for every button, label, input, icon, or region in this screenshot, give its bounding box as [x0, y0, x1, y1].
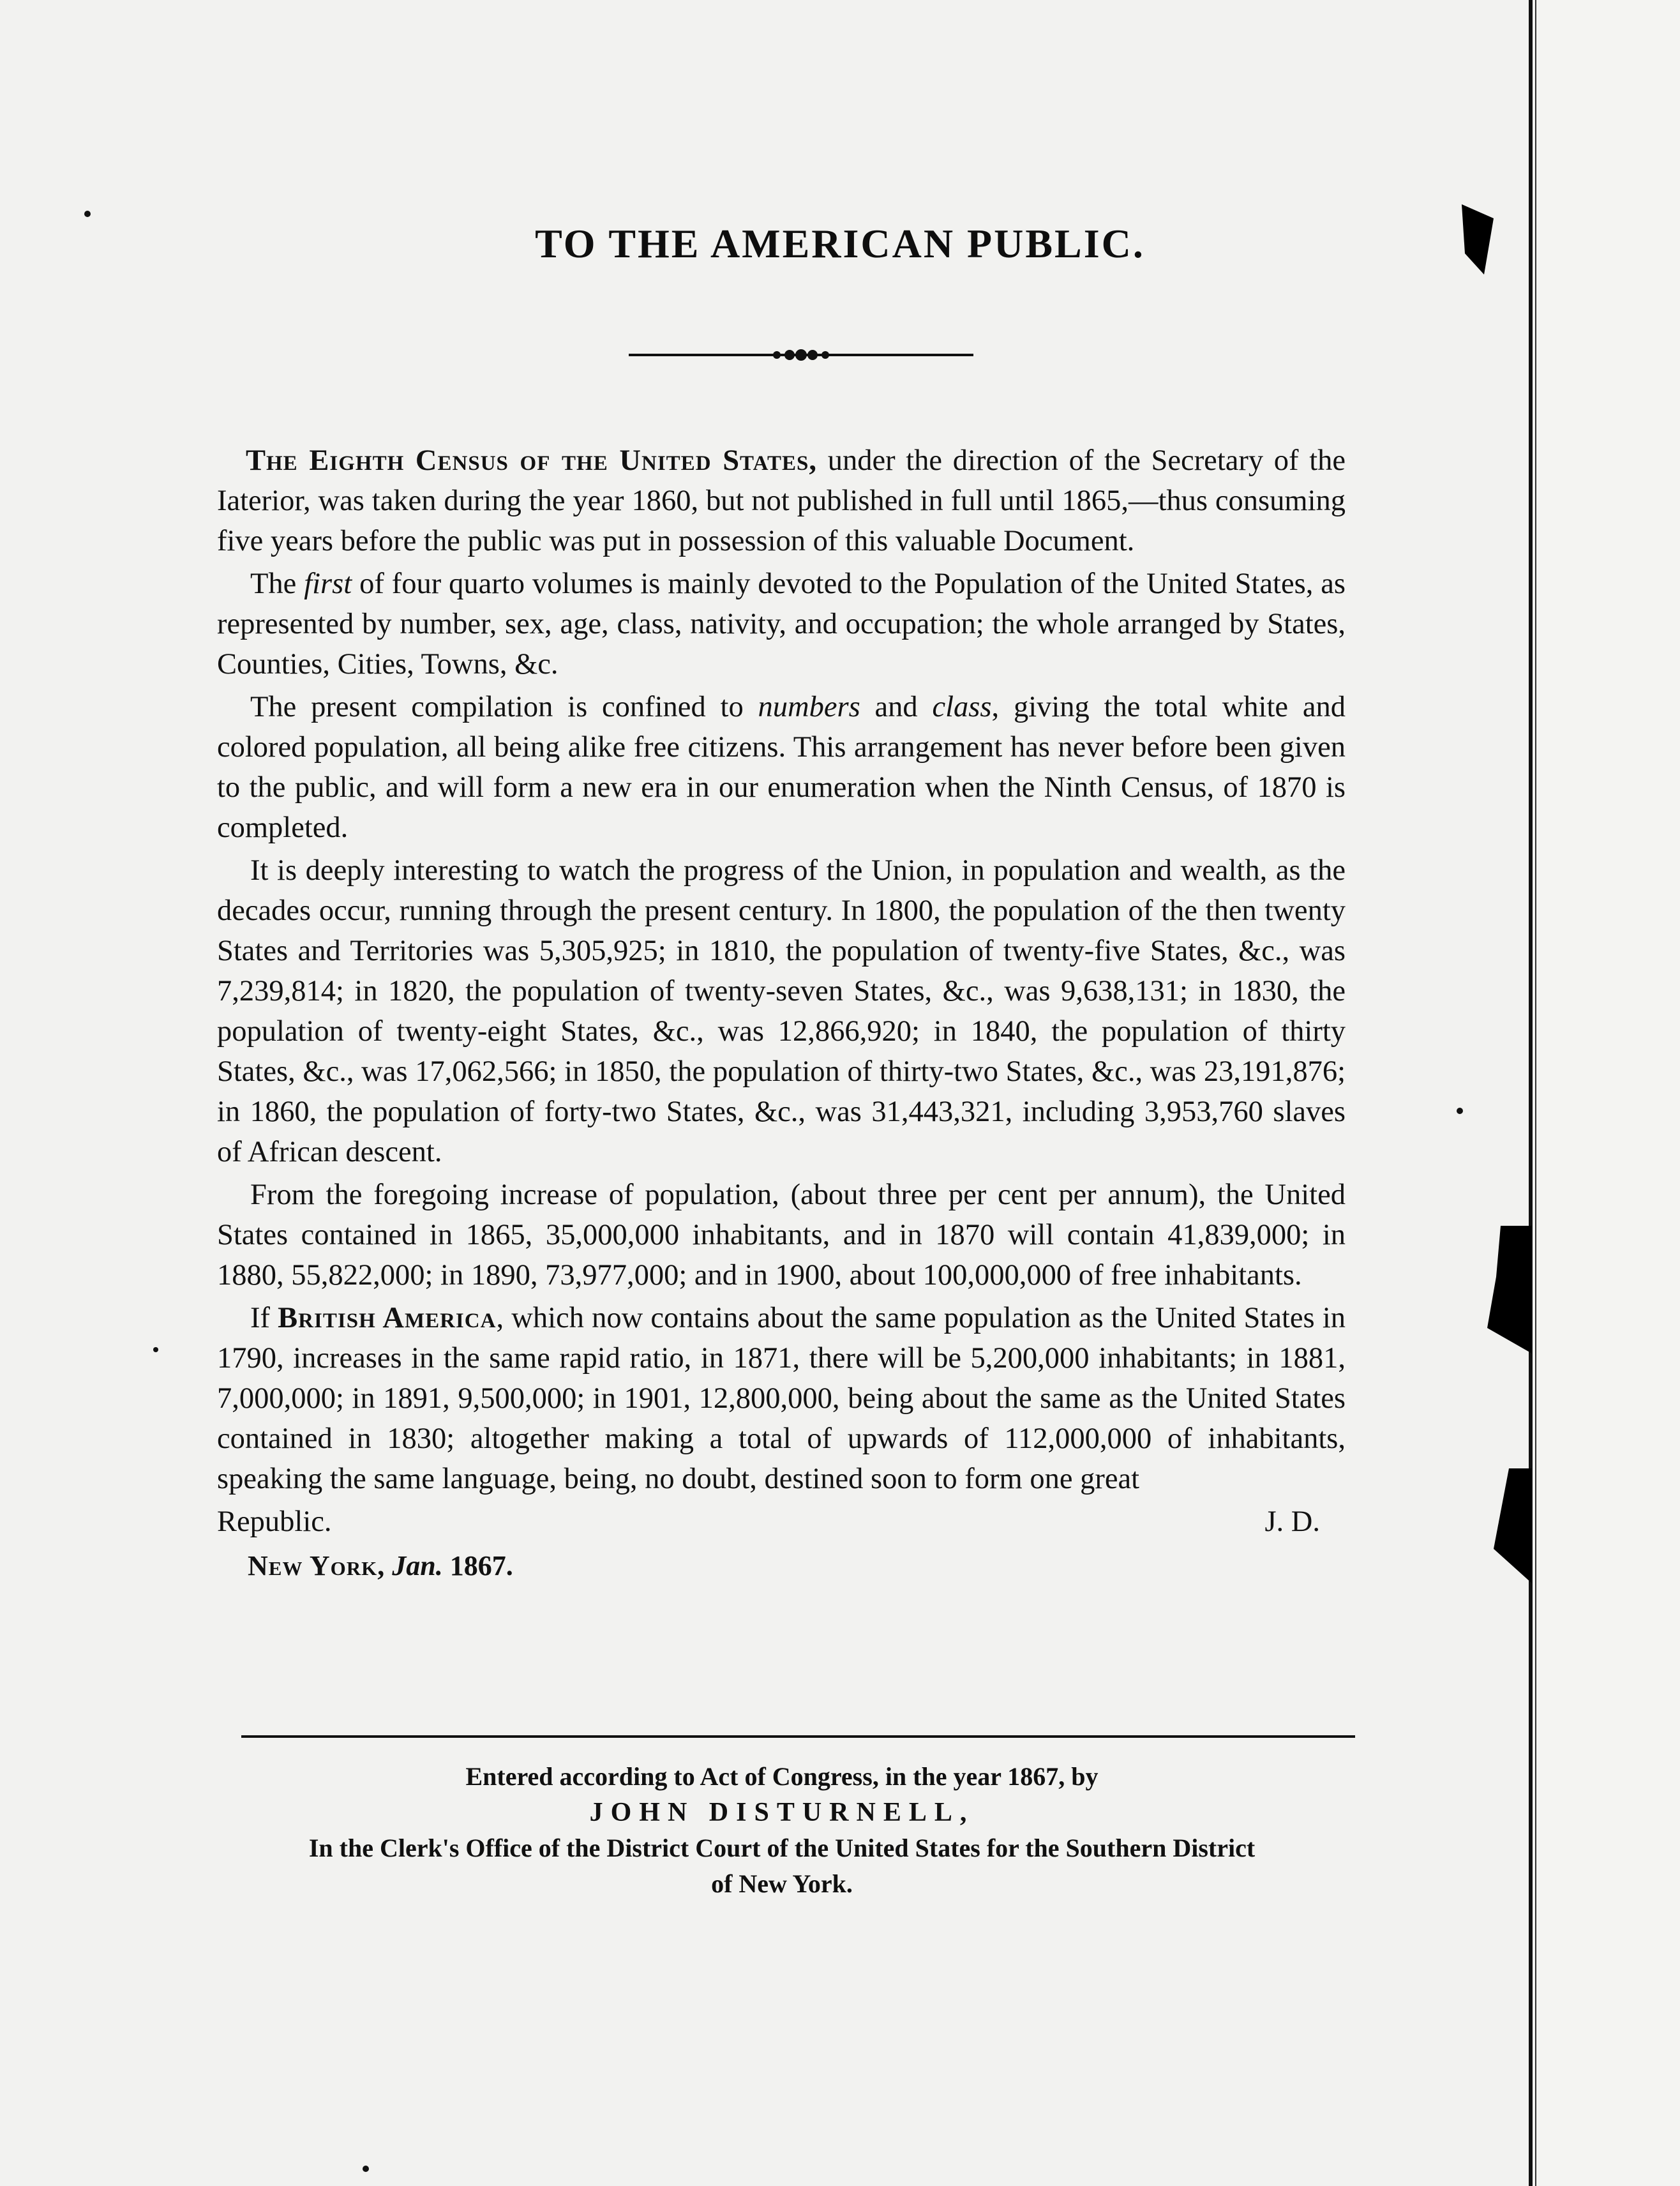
paragraph-2: The first of four quarto volumes is mainly devoted to the Population of the United States, as represented by number, sex, age, class, nativity, and occupation; the whole arranged by States, Counties, Cities, Towns, &c. [217, 568, 1346, 681]
scan-speck [363, 2166, 369, 2172]
copyright-line-4: of New York. [711, 1869, 853, 1898]
scan-speck [84, 211, 91, 217]
paragraph-6-last: Republic. [217, 1505, 332, 1538]
page-edge-line [1535, 0, 1536, 2186]
dateline: New York, Jan. 1867. [248, 1550, 513, 1581]
census-title: The Eighth Census of the United States, [246, 444, 818, 477]
copyright-line-3: In the Clerk's Office of the District Court of the United States for the Southern District [308, 1834, 1256, 1862]
page-title: TO THE AMERICAN PUBLIC. [535, 221, 1145, 266]
scan-speck [153, 1347, 158, 1352]
scan-speck [1457, 1108, 1463, 1114]
paragraph-1: The Eighth Census of the United States, under the direction of the Secretary of the Iaterior, was taken during the year 1860, but not published in full until 1865,—thus consuming five years before the public was put in possession of this valuable Document. [217, 444, 1346, 557]
paragraph-4: It is deeply interesting to watch the progress of the Union, in population and wealth, as the decades occur, running through the present century. In 1800, the population of the then twenty States and Territories was 5,305,925; in 1810, the population of twenty-five States, &c., was 7,239,814; in 1820, the population of twenty-seven States, &c., was 9,638,131; in 1830, the population of twenty-eight States, &c., was 12,866,920; in 1840, the population of thirty States, &c., was 17,062,566; in 1850, the population of thirty-two States, &c., was 23,191,876; in 1860, the population of forty-two States, &c., was 31,443,321, including 3,953,760 slaves of African descent. [217, 854, 1346, 1168]
british-america: British America [278, 1302, 497, 1334]
signature: J. D. [1264, 1505, 1320, 1538]
copyright-name: JOHN DISTURNELL, [589, 1798, 975, 1827]
ornament-divider [629, 342, 973, 368]
paragraph-3: The present compilation is confined to numbers and class, giving the total white and colored population, all being alike free citizens. This arrangement has never before been given to the public, and will form a new era in our enumeration when the Ninth Census, of 1870 is completed. [217, 691, 1346, 844]
footer-rule [241, 1735, 1355, 1738]
adjacent-page-strip [1529, 0, 1680, 2186]
paragraph-6: If British America, which now contains about the same population as the United States in 1790, increases in the same rapid ratio, in 1871, there will be 5,200,000 inhabitants; in 1881, 7,000,000; in 1891, 9,500,000; in 1901, 12,800,000, being about the same as the United States contained in 1830; altogether making a total of upwards of 112,000,000 of inhabitants, speaking the same language, being, no doubt, destined soon to form one great [217, 1302, 1346, 1495]
paragraph-5: From the foregoing increase of population, (about three per cent per annum), the United States contained in 1865, 35,000,000 inhabitants, and in 1870 will contain 41,839,000; in 1880, 55,822,000; in 1890, 73,977,000; and in 1900, about 100,000,000 of free inhabitants. [217, 1179, 1346, 1292]
copyright-notice [191, 1759, 1372, 1902]
body-text [217, 441, 1346, 1586]
signature-line [217, 1502, 1346, 1542]
copyright-line-1: Entered according to Act of Congress, in the year 1867, by [465, 1762, 1099, 1791]
